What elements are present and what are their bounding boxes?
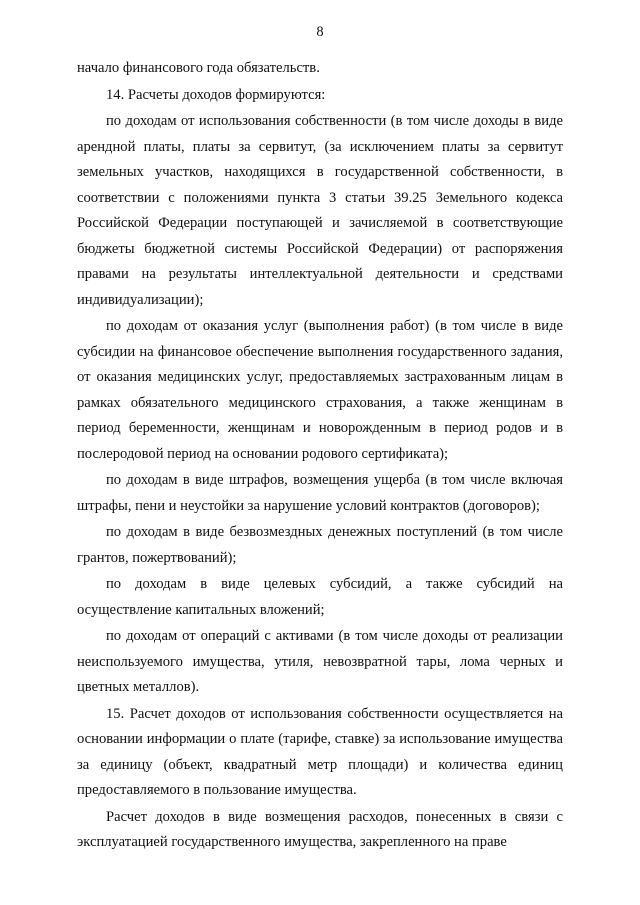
paragraph-continuation: начало финансового года обязательств. (77, 60, 320, 76)
paragraph-gratuitous-income: по доходам в виде безвозмездных денежных поступлений (в том числе грантов, пожертвований); (77, 524, 563, 566)
document-body (77, 56, 563, 857)
paragraph-14-heading: 14. Расчеты доходов формируются: (106, 86, 326, 103)
paragraph-services-income: по доходам от оказания услуг (выполнения работ) (в том числе в виде субсидии на финансовое обеспечение выполнения государственного задания, от оказания медицинских услуг, предоставляемых застрахованным лицам в рамках обязательного медицинского страхования, а также женщинам в период беременности, женщинам и новорожденным в период родов и в послеродовой период на основании родового сертификата); (77, 318, 563, 462)
paragraph-assets-income: по доходам от операций с активами (в том числе доходы от реализации неиспользуемого имущества, утиля, невозвратной тары, лома черных и цветных металлов). (77, 628, 563, 695)
paragraph-reimbursement: Расчет доходов в виде возмещения расходов, понесенных в связи с эксплуатацией государственного имущества, закрепленного на праве (77, 808, 563, 850)
paragraph-fines-income: по доходам в виде штрафов, возмещения ущерба (в том числе включая штрафы, пени и неустойки за нарушение условий контрактов (договоров); (77, 472, 563, 514)
paragraph-subsidies-income: по доходам в виде целевых субсидий, а также субсидий на осуществление капитальных вложений; (77, 576, 563, 618)
paragraph-property-income: по доходам от использования собственности (в том числе доходы в виде арендной платы, платы за сервитут, (за исключением платы за сервитут земельных участков, находящихся в государственной собственности, в соответствии с положениями пункта 3 статьи 39.25 Земельного кодекса Российской Федерации поступающей и зачисляемой в соответствующие бюджеты бюджетной системы Российской Федерации) от распоряжения правами на результаты интеллектуальной деятельности и средствами индивидуализации); (77, 113, 563, 308)
page-number: 8 (316, 24, 324, 40)
paragraph-15: 15. Расчет доходов от использования собственности осуществляется на основании информации о плате (тарифе, ставке) за использование имущества за единицу (объект, квадратный метр площади) и количества единиц предоставляемого в пользование имущества. (77, 705, 563, 798)
